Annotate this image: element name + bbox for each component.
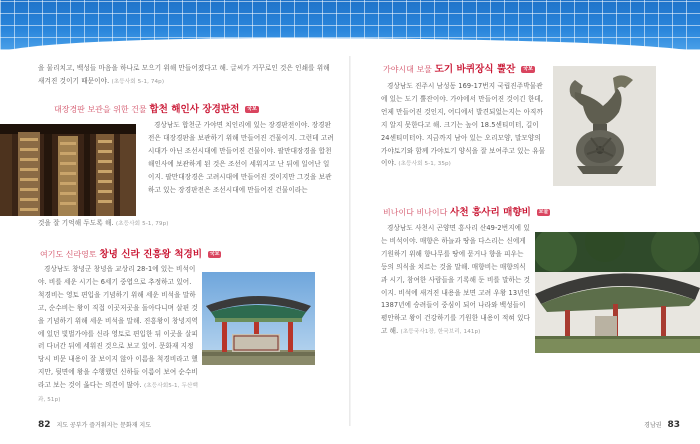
right-page-number: 83 <box>667 420 680 430</box>
section3-body: 경상남도 진주시 남성동 169-17번지 국립진주박물관에 있는 도기 뿔잔이야. 가야에서 만들어진 것이긴 한데, 언제 만들어진 것인지, 어디에서 발견되었는지는 아직까지 알지 못한다고 해. 크기는 높이 18.5센티미터, 길이 24센티미터야. 지금까지 남아 있는 오리모양, 말모양의 가야토기와 함께 가야토기 양식을 잘 보여주고 있는 유물이야. (초등사회 5-1, 35p) <box>381 82 546 168</box>
heritage-badge: 국보 <box>209 251 220 257</box>
jinheung-stele-pavilion-photo <box>202 272 315 365</box>
heading-maehyang-stele <box>383 207 550 219</box>
heading-horn-cup <box>383 64 535 76</box>
horn-cup-photo <box>553 66 656 186</box>
heading-title: 사천 흥사리 매향비 <box>450 207 531 218</box>
janggyeong-panjeon-photo <box>0 124 136 216</box>
heading-title: 도기 바퀴장식 뿔잔 <box>434 64 516 75</box>
heading-prefix: 대장경판 보관을 위한 건물 <box>54 105 147 114</box>
heading-prefix: 비나이다 비나이다 <box>383 208 448 217</box>
section4-body: 경상남도 사천시 곤양면 흥사리 산49-2번지에 있는 비석이야. 매향은 하늘과 땅을 다스리는 신에게 기원하기 위해 향나무를 땅에 묻거나 향을 피우는 등의 의식을 치르는 것을 말해. 매향비는 매향의식과 시기, 참여한 사람들을 기록해 둔 비를 말하는 것이지. 비석에 새겨진 내용을 보면 고려 우왕 13년인 1387년에 승려들이 중심이 되어 나라와 백성들이 평안하고 왕이 건강하기를 기원한 내용이 적혀 있다고 해. (초등국사1장, 한국브리, 141p) <box>381 224 531 336</box>
section1-body: 경상남도 합천군 가야면 치인리에 있는 장경판전이야. 장경판전은 대장경판을 보관하기 위해 만들어진 건물이지. 그런데 고려시대가 아닌 조선시대에 만들어진 건물이야. 팔만대장경을 합천 해인사에 보관하게 된 것은 조선이 세워지고 난 뒤에 일어난 일이지. 팔만대장경은 고려시대에 만들어진 것이지만 그것을 보관하고 있는 장경판전은 조선시대에 만들어진 건물이라는 <box>148 121 334 194</box>
heading-title: 합천 해인사 장경판전 <box>149 104 240 115</box>
intro-paragraph: 을 물리치고, 백성들 마음을 하나로 모으기 위해 만들어졌다고 해. 글씨가 거꾸로인 것은 인쇄를 위해 새겨진 것이기 때문이야. (초등사회 5-1, 74p) <box>38 64 330 85</box>
section2-body: 경상남도 창녕군 창녕읍 교상리 28-1에 있는 비석이야. 비를 세운 시기는 6세기 중엽으로 추정하고 있어. 척경비는 영토 편입을 기념하기 위해 세운 비석을 말하고, 순수비는 왕이 직접 이곳저곳을 돌아다니며 살핀 것을 기념하기 위해 세운 비석을 말해. 진흥왕이 창녕지역에 있던 빛벌가야를 신라 영토로 편입한 뒤 이곳을 살피러 다녀간 뒤에 세워진 것으로 보고 있어. 문화재 지정 당시 비문 내용이 잘 보이지 않아 이름을 척경비라고 했지만, 뒷면에 왕을 수행했던 신하들 이름이 보여 순수비라고 보는 것이 옳다는 의견이 많아. (초등사회5-1, 두산백과, 51p) <box>38 265 198 404</box>
intro-source: (초등사회 5-1, 74p) <box>111 78 165 85</box>
heritage-badge: 보물 <box>538 209 549 215</box>
heading-title: 창녕 신라 진흥왕 척경비 <box>99 249 203 260</box>
heritage-badge: 국보 <box>247 106 257 112</box>
heading-prefix: 가야시대 보물 <box>383 65 432 74</box>
section4-source: (초등국사1장, 한국브리, 141p) <box>400 329 481 336</box>
heading-janggyeong-panjeon <box>54 104 259 116</box>
section3-source: (초등사회 5-1, 35p) <box>398 161 451 168</box>
book-spine <box>349 56 351 426</box>
left-page-number: 82 <box>38 420 51 430</box>
section2-source: (초등사회5-1, 두산백과, 51p) <box>38 383 198 404</box>
right-footer <box>644 420 680 431</box>
top-tile-banner <box>0 0 700 50</box>
section1-body-end: 것을 잘 기억해 두도록 해. (초등사회 5-1, 79p) <box>38 219 169 227</box>
maehyang-stele-pavilion-photo <box>535 232 700 353</box>
heritage-badge: 국보 <box>523 66 533 72</box>
heading-prefix: 여기도 신라영토 <box>40 250 97 259</box>
left-footer <box>38 420 151 431</box>
region-label: 경남권 <box>644 422 662 429</box>
section1-source: (초등사회 5-1, 79p) <box>115 221 169 227</box>
left-footer-title: 지도 공부가 즐거워지는 문화재 지도 <box>56 422 152 429</box>
banner-torn-edge <box>0 38 700 50</box>
heading-jinheung-stele <box>40 249 221 261</box>
